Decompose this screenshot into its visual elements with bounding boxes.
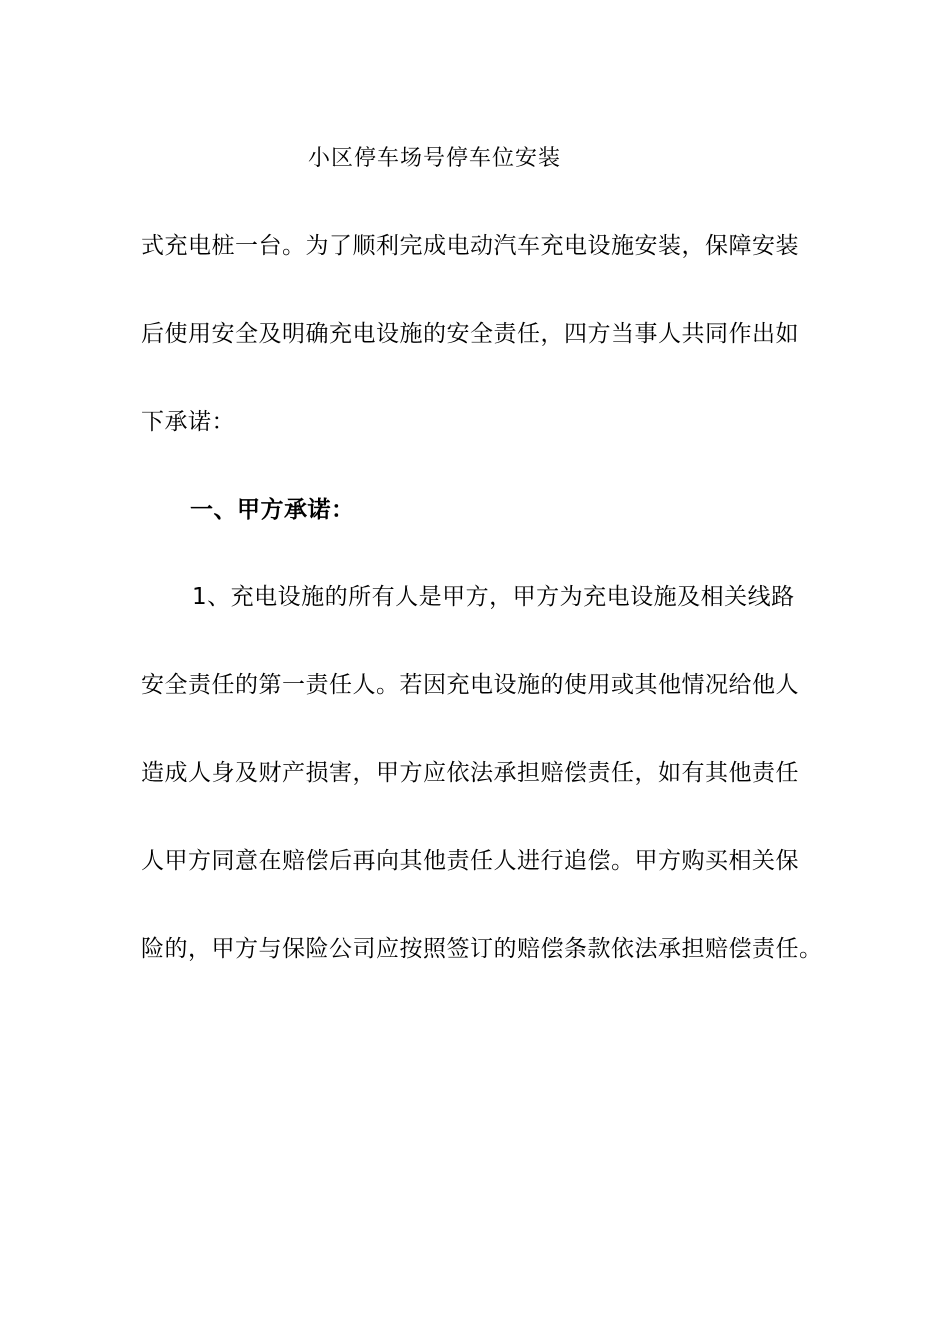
paragraph-line-1: 式充电桩一台。为了顺利完成电动汽车充电设施安装，保障安装 (141, 233, 799, 259)
item-1-line-1: 1、充电设施的所有人是甲方，甲方为充电设施及相关线路 (192, 584, 795, 610)
item-1-line-4: 人甲方同意在赔偿后再向其他责任人进行追偿。甲方购买相关保 (141, 848, 799, 874)
item-1-line-2: 安全责任的第一责任人。若因充电设施的使用或其他情况给他人 (141, 672, 799, 698)
item-1-line-3: 造成人身及财产损害，甲方应依法承担赔偿责任，如有其他责任 (141, 760, 799, 786)
section-heading: 一、甲方承诺： (190, 497, 355, 523)
document-title: 小区停车场号停车位安装 (308, 146, 562, 171)
paragraph-line-2: 后使用安全及明确充电设施的安全责任，四方当事人共同作出如 (141, 321, 799, 347)
item-1-line-5: 险的，甲方与保险公司应按照签订的赔偿条款依法承担赔偿责任。 (141, 936, 823, 962)
paragraph-line-3: 下承诺： (141, 409, 235, 435)
